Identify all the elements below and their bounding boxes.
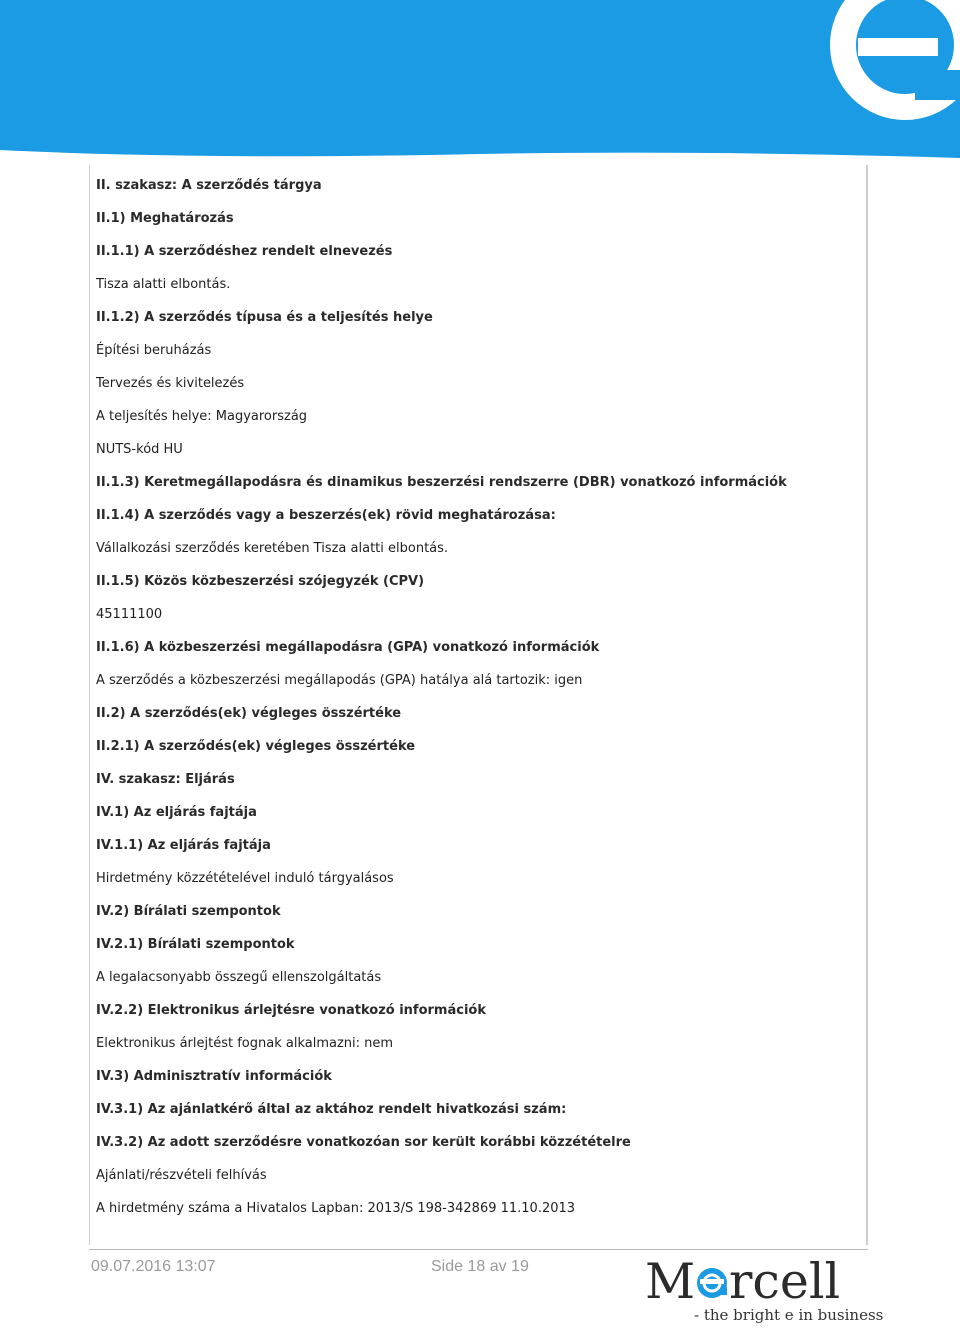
body-text: Ajánlati/részvételi felhívás [96,1168,267,1183]
body-text: Vállalkozási szerződés keretében Tisza alatti elbontás. [96,541,449,556]
header-banner [0,0,960,165]
section-heading: II.1.3) Keretmegállapodásra és dinamikus beszerzési rendszerre (DBR) vonatkozó információk [96,475,787,490]
section-heading: IV.3.2) Az adott szerződésre vonatkozóan sor került korábbi közzétételre [96,1135,631,1150]
section-heading: IV.3.1) Az ajánlatkérő által az aktához rendelt hivatkozási szám: [96,1102,567,1117]
body-text: A legalacsonyabb összegű ellenszolgáltatás [96,970,382,985]
footer-divider [89,1249,868,1250]
right-border [866,165,868,1245]
footer-page-number: Side 18 av 19 [431,1258,529,1275]
svg-text:M: M [645,1254,696,1304]
body-text: Tisza alatti elbontás. [96,277,231,292]
section-heading: II.1.4) A szerződés vagy a beszerzés(ek) rövid meghatározása: [96,508,556,523]
body-text: A teljesítés helye: Magyarország [96,409,308,424]
section-heading: II.1.2) A szerződés típusa és a teljesítés helye [96,310,433,325]
section-heading: II.2) A szerződés(ek) végleges összértéke [96,706,402,721]
section-heading: II.1) Meghatározás [96,211,234,226]
logo-tagline: - the bright e in business [694,1306,884,1324]
body-text: A hirdetmény száma a Hivatalos Lapban: 2013/S 198-342869 11.10.2013 [96,1201,576,1216]
body-text: 45111100 [96,607,163,622]
section-heading: IV.1.1) Az eljárás fajtája [96,838,271,853]
section-heading: II.1.5) Közös közbeszerzési szójegyzék (CPV) [96,574,425,589]
body-text: Elektronikus árlejtést fognak alkalmazni: nem [96,1036,394,1051]
section-heading: IV.2.2) Elektronikus árlejtésre vonatkozó információk [96,1003,486,1018]
body-text: A szerződés a közbeszerzési megállapodás (GPA) hatálya alá tartozik: igen [96,673,583,688]
marcell-logo [645,1254,867,1304]
section-heading: IV.3) Adminisztratív információk [96,1069,332,1084]
section-heading: IV.2.1) Bírálati szempontok [96,937,295,952]
svg-text:rcell: rcell [729,1254,841,1304]
section-heading: II.1.1) A szerződéshez rendelt elnevezés [96,244,393,259]
e-logo-icon [697,1268,727,1298]
footer-date: 09.07.2016 13:07 [91,1258,216,1275]
body-text: Építési beruházás [96,343,212,358]
left-border [89,165,90,1245]
section-heading: II.1.6) A közbeszerzési megállapodásra (GPA) vonatkozó információk [96,640,600,655]
section-heading: II.2.1) A szerződés(ek) végleges összértéke [96,739,416,754]
section-heading: IV.1) Az eljárás fajtája [96,805,257,820]
section-heading: IV.2) Bírálati szempontok [96,904,281,919]
body-text: Tervezés és kivitelezés [96,376,245,391]
document-body [96,177,856,1233]
body-text: Hirdetmény közzétételével induló tárgyalásos [96,871,394,886]
body-text: NUTS-kód HU [96,442,183,457]
section-heading: II. szakasz: A szerződés tárgya [96,178,322,193]
section-heading: IV. szakasz: Eljárás [96,772,235,787]
